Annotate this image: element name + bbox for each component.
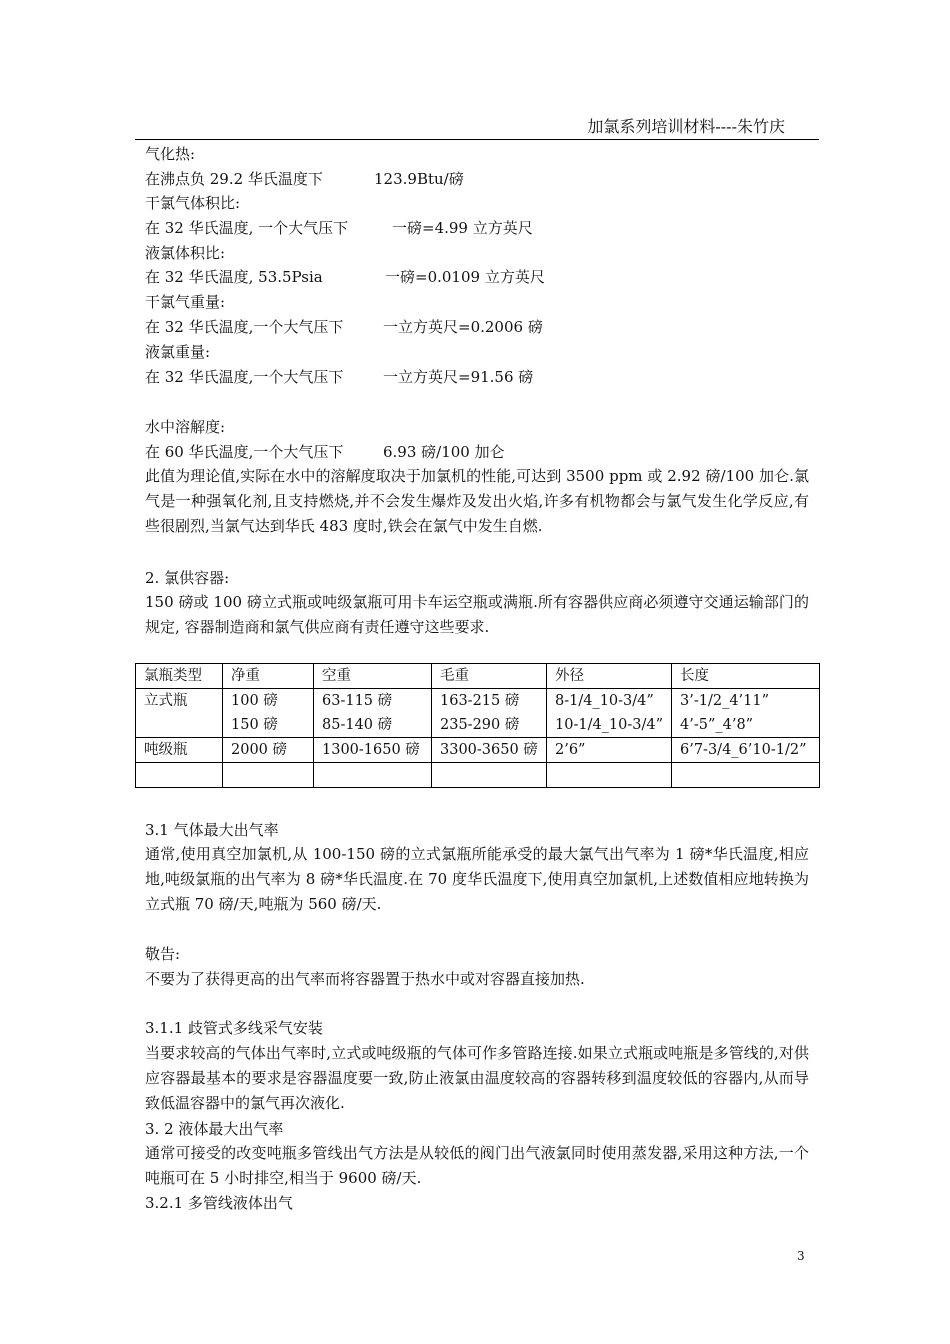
cylinder-spec-table	[135, 663, 820, 788]
section-3-1-1-heading: 3.1.1 歧管式多线采气安装	[145, 1019, 323, 1037]
dry-gas-weight-row	[145, 316, 543, 337]
table-cell: 100 磅 150 磅	[223, 689, 314, 738]
solubility-paragraph: 此值为理论值,实际在水中的溶解度取决于加氯机的性能,可达到 3500 ppm 或 2.92 磅/100 加仑.氯气是一种强氧化剂,且支持燃烧,并不会发生爆炸及发出火焰,许多有机物都会与氯气发生化学反应,有些很剧烈,当氯气达到华氏 483 度时,铁会在氯气中发生自燃.	[145, 467, 809, 535]
table-header-cell: 空重	[314, 664, 432, 689]
row-value: 一立方英尺=91.56 磅	[383, 368, 534, 386]
section-3-1-1-body: 当要求较高的气体出气率时,立式或吨级瓶的气体可作多管路连接.如果立式瓶或吨瓶是多管线的,对供应容器最基本的要求是容器温度要一致,防止液氯由温度较高的容器转移到温度较低的容器内,从而导致低温容器中的氯气再次液化.	[145, 1044, 809, 1112]
section-3-2-1-heading: 3.2.1 多管线液体出气	[145, 1194, 293, 1212]
liquid-volume-label: 液氯体积比:	[145, 244, 226, 262]
table-cell: 163-215 磅 235-290 磅	[432, 689, 547, 738]
section-2-heading: 2. 氯供容器:	[145, 569, 230, 587]
table-cell: 2’6”	[547, 738, 672, 763]
row-condition: 在沸点负 29.2 华氏温度下	[145, 170, 323, 188]
liquid-weight-label: 液氯重量:	[145, 343, 211, 361]
table-row-ton-cylinder	[136, 738, 820, 763]
liquid-weight-row	[145, 366, 534, 387]
table-cell: 6’7-3/4_6’10-1/2”	[672, 738, 820, 763]
table-cell: 3300-3650 磅	[432, 738, 547, 763]
table-cell: 2000 磅	[223, 738, 314, 763]
row-condition: 在 32 华氏温度,一个大气压下	[145, 368, 344, 386]
row-condition: 在 32 华氏温度, 一个大气压下	[145, 219, 349, 237]
row-value: 一磅=0.0109 立方英尺	[385, 268, 545, 286]
dry-gas-volume-label: 干氯气体积比:	[145, 194, 241, 212]
row-value: 一立方英尺=0.2006 磅	[383, 318, 543, 336]
section-3-2-body: 通常可接受的改变吨瓶多管线出气方法是从较低的阀门出气液氯同时使用蒸发器,采用这种方法,一个吨瓶可在 5 小时排空,相当于 9600 磅/天.	[145, 1144, 809, 1187]
table-cell: 1300-1650 磅	[314, 738, 432, 763]
section-3-1-body: 通常,使用真空加氯机,从 100-150 磅的立式氯瓶所能承受的最大氯气出气率为 1 磅*华氏温度,相应地,吨级氯瓶的出气率为 8 磅*华氏温度.在 70 度华氏温度下,使用真空加氯机,上述数值相应地转换为立式瓶 70 磅/天,吨瓶为 560 磅/天.	[145, 845, 809, 913]
running-header: 加氯系列培训材料----朱竹庆	[587, 117, 785, 136]
page-number: 3	[797, 1249, 805, 1263]
dry-gas-volume-row	[145, 217, 533, 238]
table-header-cell: 净重	[223, 664, 314, 689]
heat-of-vaporization-row	[145, 168, 464, 189]
header-rule	[135, 139, 819, 140]
warning-body: 不要为了获得更高的出气率而将容器置于热水中或对容器直接加热.	[145, 970, 585, 988]
row-value: 一磅=4.99 立方英尺	[392, 219, 533, 237]
table-header-cell: 长度	[672, 664, 820, 689]
row-value: 123.9Btu/磅	[374, 170, 464, 188]
row-value: 6.93 磅/100 加仑	[383, 443, 505, 461]
table-cell: 8-1/4_10-3/4” 10-1/4_10-3/4”	[547, 689, 672, 738]
row-condition: 在 32 华氏温度,一个大气压下	[145, 318, 344, 336]
table-row-standing-cylinder	[136, 689, 820, 738]
section-3-2-heading: 3. 2 液体最大出气率	[145, 1120, 284, 1138]
table-empty-row	[136, 763, 820, 788]
warning-heading: 敬告:	[145, 945, 181, 963]
heat-of-vaporization-label: 气化热:	[145, 145, 196, 163]
table-cell: 吨级瓶	[136, 738, 223, 763]
water-solubility-row	[145, 441, 505, 462]
section-3-1-heading: 3.1 气体最大出气率	[145, 821, 279, 839]
liquid-volume-row	[145, 266, 545, 287]
row-condition: 在 32 华氏温度, 53.5Psia	[145, 268, 323, 286]
water-solubility-label: 水中溶解度:	[145, 418, 226, 436]
table-cell: 63-115 磅 85-140 磅	[314, 689, 432, 738]
table-header-row	[136, 664, 820, 689]
table-cell: 立式瓶	[136, 689, 223, 738]
section-2-body: 150 磅或 100 磅立式瓶或吨级氯瓶可用卡车运空瓶或满瓶.所有容器供应商必须遵守交通运输部门的规定, 容器制造商和氯气供应商有责任遵守这些要求.	[145, 593, 809, 636]
dry-gas-weight-label: 干氯气重量:	[145, 293, 226, 311]
table-header-cell: 毛重	[432, 664, 547, 689]
row-condition: 在 60 华氏温度,一个大气压下	[145, 443, 344, 461]
table-header-cell: 外径	[547, 664, 672, 689]
table-header-cell: 氯瓶类型	[136, 664, 223, 689]
table-cell: 3’-1/2_4’11” 4’-5”_4’8”	[672, 689, 820, 738]
